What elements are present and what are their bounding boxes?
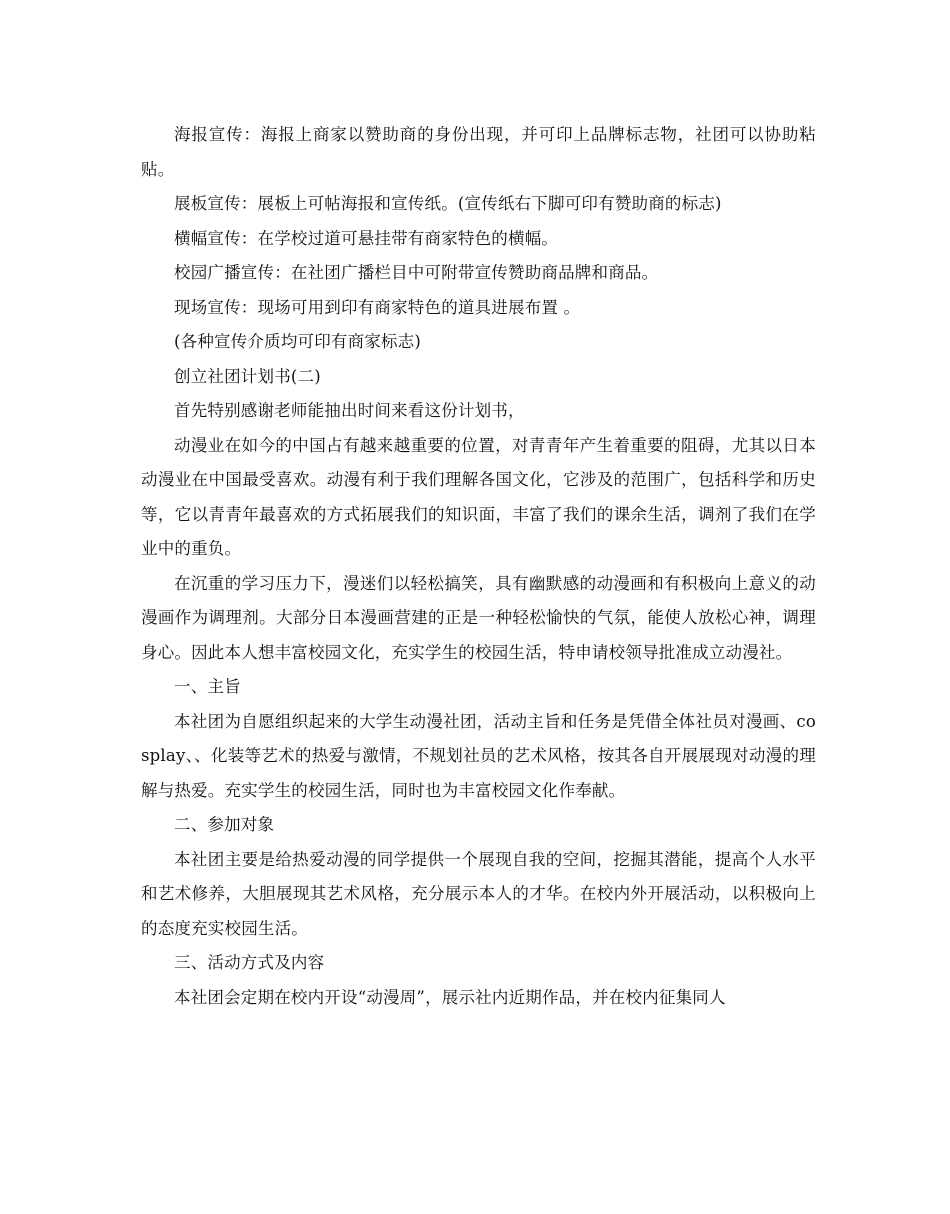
paragraph-activities: 本社团会定期在校内开设“动漫周”，展示社内近期作品，并在校内征集同人: [174, 987, 726, 1007]
paragraph-onsite-promo: 现场宣传：现场可用到印有商家特色的道具进展布置 。: [174, 297, 581, 317]
heading-participants: 二、参加对象: [174, 815, 275, 834]
paragraph-media-note: (各种宣传介质均可印有商家标志): [174, 332, 422, 351]
section-title-plan-two: 创立社团计划书(二): [174, 366, 321, 386]
paragraph-anime-industry: 动漫业在如今的中国占有越来越重要的位置，对青青年产生着重要的阻碍，尤其以日本动漫业在中国最受喜欢。动漫有利于我们理解各国文化，它涉及的范围广，包括科学和历史等，它以青青年最喜欢的方式拓展我们的知识面，丰富了我们的课余生活，调剂了我们在学业中的重负。: [141, 435, 816, 558]
paragraph-participants: 本社团主要是给热爱动漫的同学提供一个展现自我的空间，挖掘其潜能，提高个人水平和艺术修养，大胆展现其艺术风格，充分展示本人的才华。在校内外开展活动，以积极向上的态度充实校园生活。: [141, 849, 816, 938]
paragraph-board-promo: 展板宣传：展板上可帖海报和宣传纸。(宣传纸右下脚可印有赞助商的标志): [174, 194, 722, 213]
heading-purpose: 一、主旨: [174, 677, 241, 696]
heading-activities: 三、活动方式及内容: [174, 953, 325, 972]
document-body: [141, 118, 816, 1015]
paragraph-study-pressure: 在沉重的学习压力下，漫迷们以轻松搞笑，具有幽默感的动漫画和有积极向上意义的动漫画作为调理剂。大部分日本漫画营建的正是一种轻松愉快的气氛，能使人放松心神，调理身心。因此本人想丰富校园文化，充实学生的校园生活，特申请校领导批准成立动漫社。: [141, 573, 816, 662]
paragraph-banner-promo: 横幅宣传：在学校过道可悬挂带有商家特色的横幅。: [174, 228, 559, 248]
paragraph-purpose: 本社团为自愿组织起来的大学生动漫社团，活动主旨和任务是凭借全体社员对漫画、cosplay、、化装等艺术的热爱与激情，不规划社员的艺术风格，按其各自开展展现对动漫的理解与热爱。充实学生的校园生活，同时也为丰富校园文化作奉献。: [141, 711, 816, 800]
paragraph-thanks: 首先特别感谢老师能抽出时间来看这份计划书，: [174, 401, 525, 420]
paragraph-radio-promo: 校园广播宣传：在社团广播栏目中可附带宣传赞助商品牌和商品。: [174, 263, 659, 282]
paragraph-poster-promo: 海报宣传：海报上商家以赞助商的身份出现，并可印上品牌标志物，社团可以协助粘贴。: [141, 125, 816, 179]
